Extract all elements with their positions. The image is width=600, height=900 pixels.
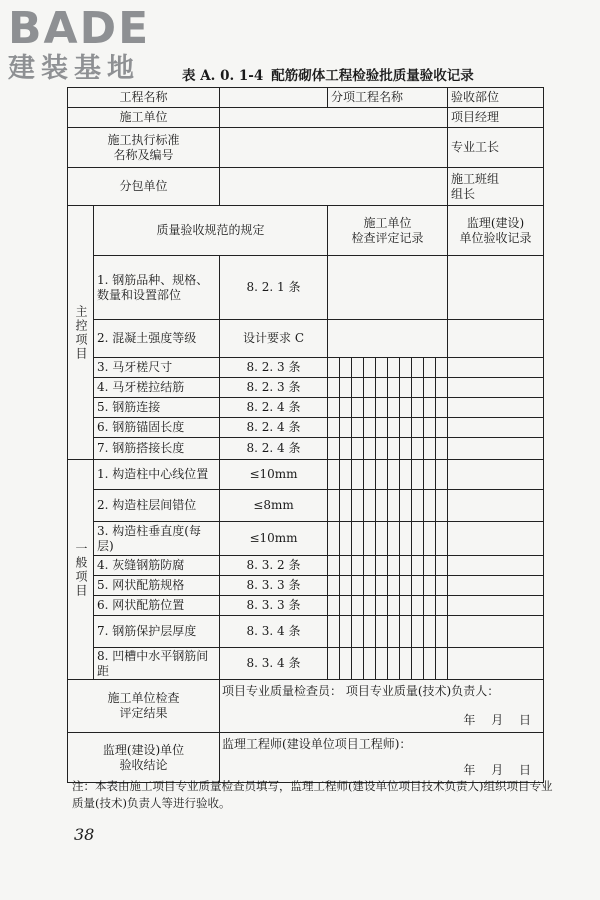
item-ref: ≤8mm: [220, 490, 328, 522]
check-grid[interactable]: [328, 556, 448, 576]
item-name: 4. 灰缝钢筋防腐: [94, 556, 220, 576]
general-items-label: 一般项目: [68, 460, 94, 680]
item-name: 2. 混凝土强度等级: [94, 320, 220, 358]
check-grid[interactable]: [328, 358, 448, 378]
check-grid[interactable]: [328, 522, 448, 556]
item-ref: 8. 2. 4 条: [220, 418, 328, 438]
table-row: [68, 438, 544, 460]
check-grid[interactable]: [328, 378, 448, 398]
logo-brand: BADE: [8, 3, 151, 54]
table-row: [68, 576, 544, 596]
item-ref: ≤10mm: [220, 522, 328, 556]
check-grid[interactable]: [328, 616, 448, 648]
supervision-record[interactable]: [448, 576, 544, 596]
item-name: 5. 网状配筋规格: [94, 576, 220, 596]
logo: [8, 3, 151, 84]
specialist-label: 专业工长: [448, 128, 544, 168]
result-label-line2: 评定结果: [119, 706, 168, 720]
spec-column-header: 质量验收规范的规定: [94, 206, 328, 256]
result-label-line1: 施工单位检查: [107, 691, 180, 705]
check-grid[interactable]: [328, 460, 448, 490]
standard-value[interactable]: [220, 128, 448, 168]
team-leader-label: [448, 168, 544, 206]
item-name: 2. 构造柱层间错位: [94, 490, 220, 522]
item-ref: 8. 2. 3 条: [220, 358, 328, 378]
supervision-record[interactable]: [448, 460, 544, 490]
supervision-record[interactable]: [448, 418, 544, 438]
conclusion-label-line2: 验收结论: [119, 757, 168, 772]
item-ref: 8. 3. 3 条: [220, 576, 328, 596]
check-grid[interactable]: [328, 490, 448, 522]
result-signature[interactable]: [220, 680, 544, 733]
item-ref: 8. 2. 4 条: [220, 398, 328, 418]
table-row: [68, 358, 544, 378]
check-record[interactable]: [328, 320, 448, 358]
team-leader-line1: 施工班组: [451, 171, 500, 186]
supervision-record[interactable]: [448, 378, 544, 398]
check-grid[interactable]: [328, 398, 448, 418]
item-name: 1. 构造柱中心线位置: [94, 460, 220, 490]
table-row: [68, 616, 544, 648]
conclusion-sign-line: 监理工程师(建设单位项目工程师)：: [222, 737, 412, 751]
item-name: 3. 构造柱垂直度(每层): [94, 522, 220, 556]
supervision-line1: 监理(建设): [466, 215, 525, 230]
item-name: 6. 钢筋锚固长度: [94, 418, 220, 438]
supervision-record[interactable]: [448, 522, 544, 556]
item-ref: 8. 3. 4 条: [220, 648, 328, 680]
table-row: [68, 522, 544, 556]
item-name: 4. 马牙槎拉结筋: [94, 378, 220, 398]
item-name: 6. 网状配筋位置: [94, 596, 220, 616]
page-number: 38: [74, 825, 95, 844]
item-name: 7. 钢筋搭接长度: [94, 438, 220, 460]
check-grid[interactable]: [328, 438, 448, 460]
item-name: 3. 马牙槎尺寸: [94, 358, 220, 378]
supervision-header: [448, 206, 544, 256]
supervision-record[interactable]: [448, 490, 544, 522]
table-row: [68, 378, 544, 398]
project-manager-label: 项目经理: [448, 108, 544, 128]
subcontractor-value[interactable]: [220, 168, 448, 206]
item-name: 5. 钢筋连接: [94, 398, 220, 418]
acceptance-part-label: 验收部位: [448, 88, 544, 108]
check-grid[interactable]: [328, 596, 448, 616]
construction-unit-value[interactable]: [220, 108, 448, 128]
item-ref: 8. 3. 3 条: [220, 596, 328, 616]
supervision-record[interactable]: [448, 648, 544, 680]
logo-subtitle: 建装基地: [8, 53, 140, 84]
main-control-label: 主控项目: [68, 206, 94, 460]
item-name: 1. 钢筋品种、规格、数量和设置部位: [94, 256, 220, 320]
conclusion-date: 年 月 日: [463, 763, 538, 777]
table-row: [68, 256, 544, 320]
supervision-record[interactable]: [448, 358, 544, 378]
table-row: [68, 418, 544, 438]
item-ref: 8. 2. 4 条: [220, 438, 328, 460]
result-date: 年 月 日: [463, 713, 538, 727]
item-name: 8. 凹槽中水平钢筋间距: [94, 648, 220, 680]
footnote: 注：本表由施工项目专业质量检查员填写，监理工程师(建设单位项目技术负责人)组织项目专业质量(技术)负责人等进行验收。: [72, 779, 553, 810]
standard-label: [68, 128, 220, 168]
item-name: 7. 钢筋保护层厚度: [94, 616, 220, 648]
standard-label-line2: 名称及编号: [113, 147, 174, 162]
supervision-record[interactable]: [448, 398, 544, 418]
item-ref: 8. 3. 4 条: [220, 616, 328, 648]
result-label: [68, 680, 220, 733]
conclusion-label: [68, 733, 220, 783]
table-row: [68, 556, 544, 576]
table-row: [68, 320, 544, 358]
check-grid[interactable]: [328, 648, 448, 680]
supervision-record[interactable]: [448, 438, 544, 460]
table-row: [68, 490, 544, 522]
page-title: [182, 64, 474, 84]
check-record[interactable]: [328, 256, 448, 320]
item-ref: ≤10mm: [220, 460, 328, 490]
item-ref: 8. 3. 2 条: [220, 556, 328, 576]
project-name-label: 工程名称: [68, 88, 220, 108]
subcontractor-label: 分包单位: [68, 168, 220, 206]
standard-label-line1: 施工执行标准: [107, 132, 180, 147]
conclusion-signature[interactable]: [220, 733, 544, 783]
team-leader-line2: 组长: [451, 186, 476, 201]
sub-project-name-label: 分项工程名称: [328, 88, 448, 108]
project-name-value[interactable]: [220, 88, 328, 108]
table-row: [68, 460, 544, 490]
table-row: [68, 596, 544, 616]
item-ref: 8. 2. 3 条: [220, 378, 328, 398]
construction-unit-label: 施工单位: [68, 108, 220, 128]
supervision-record[interactable]: [448, 616, 544, 648]
construction-check-line1: 施工单位: [363, 215, 412, 230]
item-ref: 8. 2. 1 条: [220, 256, 328, 320]
check-grid[interactable]: [328, 418, 448, 438]
table-number: 表 A. 0. 1-4: [182, 68, 264, 84]
inspection-record-table: [67, 87, 544, 783]
supervision-record[interactable]: [448, 556, 544, 576]
supervision-record[interactable]: [448, 596, 544, 616]
table-row: [68, 648, 544, 680]
check-grid[interactable]: [328, 576, 448, 596]
construction-check-line2: 检查评定记录: [351, 230, 424, 245]
table-title: 配筋砌体工程检验批质量验收记录: [271, 68, 474, 84]
item-ref: 设计要求 C: [220, 320, 328, 358]
supervision-record[interactable]: [448, 320, 544, 358]
table-row: [68, 398, 544, 418]
supervision-line2: 单位验收记录: [459, 230, 532, 245]
conclusion-label-line1: 监理(建设)单位: [102, 742, 185, 757]
result-sign-line: 项目专业质量检查员： 项目专业质量(技术)负责人：: [222, 684, 500, 698]
construction-check-header: [328, 206, 448, 256]
supervision-record[interactable]: [448, 256, 544, 320]
